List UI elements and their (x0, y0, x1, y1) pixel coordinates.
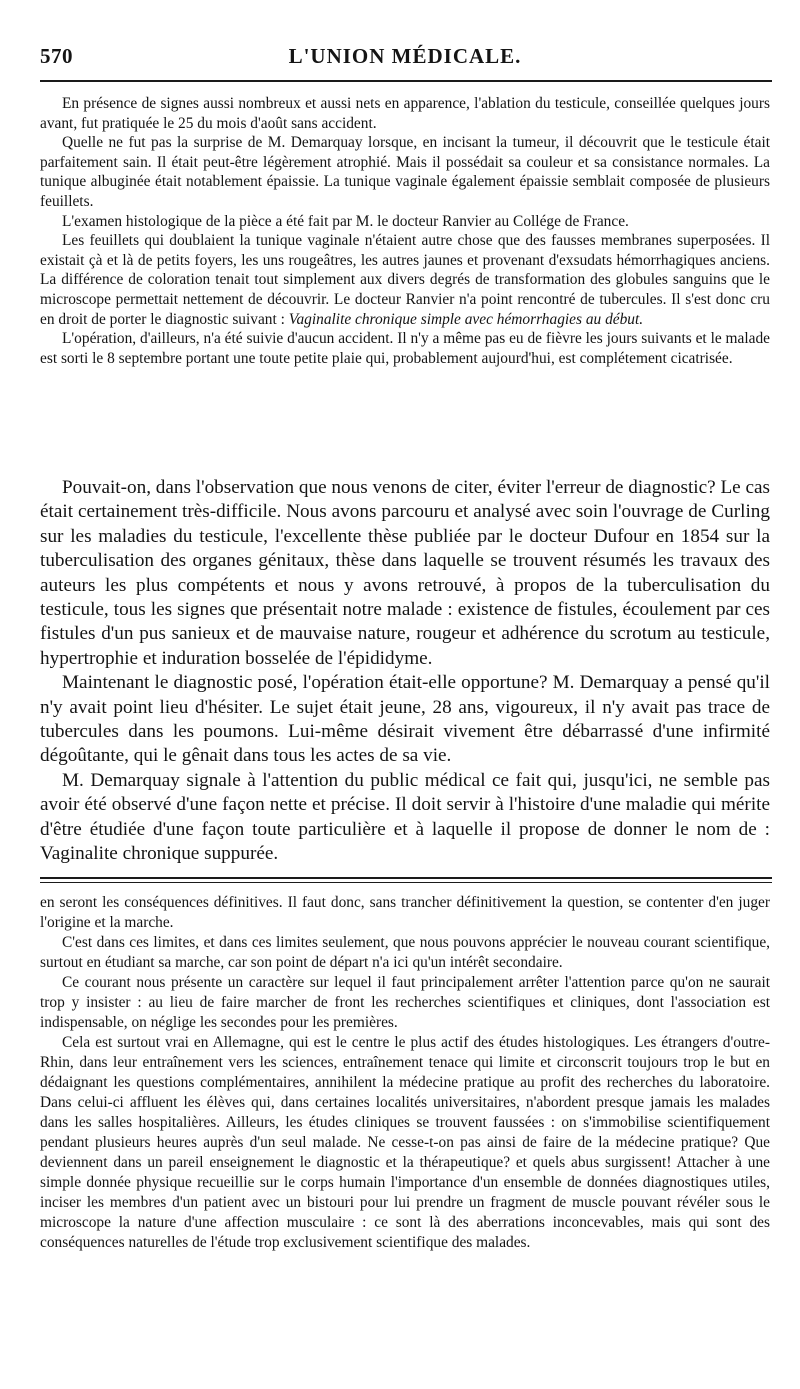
feuilleton-section (40, 893, 770, 1253)
feuilleton-divider-thick (40, 877, 772, 879)
case-paragraph-2: Quelle ne fut pas la surprise de M. Demarquay lorsque, en incisant la tumeur, il découvrit que le testicule était parfaitement sain. Il était peut-être légèrement atrophié. Mais il possédait sa couleur et sa consistance normales. La tunique albuginée était notablement épaissie. La tunique vaginale également épaissie semblait composée de plusieurs feuillets. (40, 134, 770, 210)
feuilleton-paragraph-1: en seront les conséquences définitives. Il faut donc, sans trancher définitivement la question, se contenter d'en juger l'origine et la marche. (40, 894, 770, 931)
feuilleton-paragraph-3: Ce courant nous présente un caractère sur lequel il faut principalement arrêter l'attention parce qu'on ne saurait trop y insister : au lieu de faire marcher de front les recherches scientifiques et cliniques, dont l'association est indispensable, on néglige les secondes pour les premières. (40, 974, 770, 1031)
case-paragraph-4 (40, 231, 770, 329)
case-paragraph-5: L'opération, d'ailleurs, n'a été suivie d'aucun accident. Il n'y a même pas eu de fièvre les jours suivants et le malade est sorti le 8 septembre portant une toute petite plaie qui, probablement aujourd'hui, est complétement cicatrisée. (40, 330, 770, 367)
page-number: 570 (40, 44, 73, 68)
feuilleton-paragraph-2: C'est dans ces limites, et dans ces limites seulement, que nous pouvons apprécier le nouveau courant scientifique, surtout en étudiant sa marche, car son point de départ n'a ici qu'un intérêt secondaire. (40, 934, 770, 971)
commentary-paragraph-2: Maintenant le diagnostic posé, l'opération était-elle opportune? M. Demarquay a pensé qu'il n'y avait point lieu d'hésiter. Le sujet était jeune, 28 ans, vigoureux, il n'y avait pas trace de tubercules dans les poumons. Lui-même désirait vivement être débarrassé d'une infirmité dégoûtante, qui le gênait dans tous les actes de sa vie. (40, 672, 770, 767)
page-header (40, 44, 770, 78)
commentary-section (40, 476, 770, 867)
header-rule (40, 80, 772, 82)
commentary-paragraph-3: M. Demarquay signale à l'attention du public médical ce fait qui, jusqu'ici, ne semble pas avoir été observé d'une façon nette et précise. Il doit servir à l'histoire d'une maladie qui mérite d'être étudiée d'une façon toute particulière et à laquelle il propose de donner le nom de : Vaginalite chronique suppurée. (40, 769, 770, 865)
case-paragraph-3: L'examen histologique de la pièce a été fait par M. le docteur Ranvier au Collége de France. (62, 212, 629, 230)
commentary-paragraph-1: Pouvait-on, dans l'observation que nous venons de citer, éviter l'erreur de diagnostic? Le cas était certainement très-difficile. Nous avons parcouru et analysé avec soin l'ouvrage de Curling sur les maladies du testicule, l'excellente thèse publiée par le docteur Dufour en 1854 sur la tuberculisation des organes génitaux, thèse dans laquelle se trouvent résumés les travaux des auteurs les plus compétents et nous y avons retrouvé, à propos de la tuberculisation du testicule, tous les signes que présentait notre malade : existence de fistules, écoulement par ces fistules d'un pus sanieux et de mauvaise nature, rougeur et adhérence du scrotum au testicule, hypertrophie et induration bosselée de l'épididyme. (40, 477, 770, 669)
case-paragraph-1: En présence de signes aussi nombreux et aussi nets en apparence, l'ablation du testicule, conseillée quelques jours avant, fut pratiquée le 25 du mois d'août sans accident. (40, 95, 770, 132)
journal-title: L'UNION MÉDICALE. (288, 44, 522, 68)
diagnosis-text: Vaginalite chronique simple avec hémorrhagies au début. (288, 310, 644, 328)
feuilleton-divider-thin (40, 882, 772, 883)
case-paragraph-4-text: Les feuillets qui doublaient la tunique vaginale n'étaient autre chose que des fausses membranes superposées. Il existait çà et là de petits foyers, les uns rougeâtres, les autres jaunes et provenant d'exsudats hémorrhagiques anciens. La différence de coloration tenait tout simplement aux divers degrés de transformation des globules sanguins que le microscope permettait nettement de découvrir. Le docteur Ranvier n'a point rencontré de tubercules. Il s'est donc cru en droit de porter le diagnostic suivant : (40, 232, 770, 328)
case-report-section (40, 94, 770, 368)
feuilleton-paragraph-4: Cela est surtout vrai en Allemagne, qui est le centre le plus actif des études histologiques. Les étrangers d'outre-Rhin, dans leur entraînement vers les sciences, entraînement tenace qui limite et circonscrit toujours trop le but en dédaignant les questions complémentaires, annihilent la médecine pratique au profit des recherches du laboratoire. Dans celui-ci affluent les élèves qui, dans certaines localités universitaires, n'abordent presque jamais les malades dans les salles hospitalières. Ailleurs, les études cliniques se trouvent faussées : on s'immobilise scientifiquement pendant plusieurs heures auprès d'un seul malade. Ne cesse-t-on pas ainsi de faire de la médecine pratique? Que deviennent dans un pareil enseignement le diagnostic et la thérapeutique? et quels abus surgissent! Attacher à une simple donnée physique recueillie sur le corps humain l'importance d'un ensemble de données diagnostiques utiles, inciser les membres d'un patient avec un bistouri pour lui prendre un fragment de muscle pouvant révéler sous le microscope la nature d'une affection musculaire : ce sont là des aberrations inconcevables, mais qui sont des conséquences naturelles de l'étude trop exclusivement scientifique des malades. (40, 1034, 770, 1251)
